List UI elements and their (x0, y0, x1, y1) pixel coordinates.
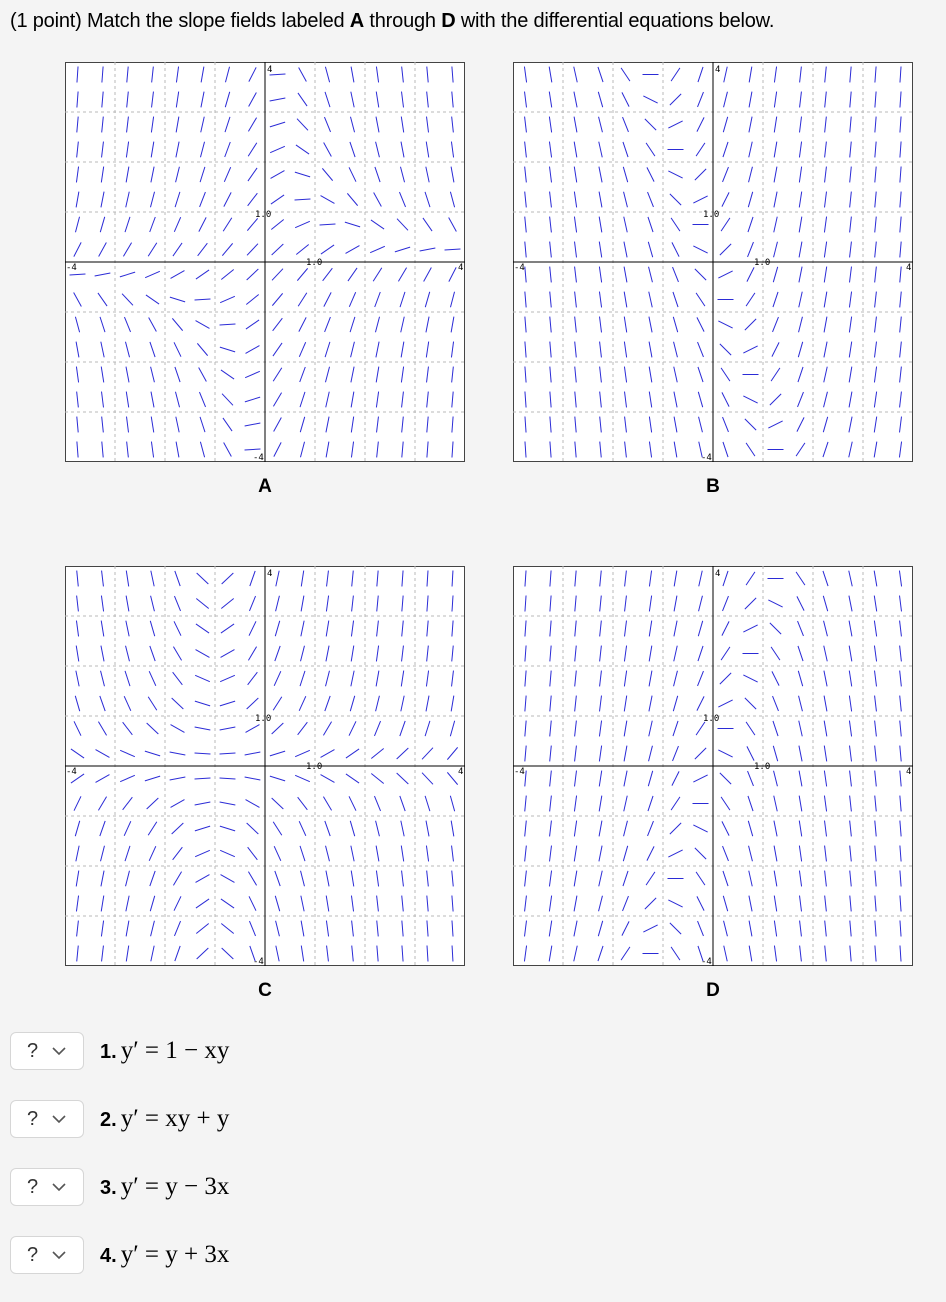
plot-a-xmax: 4 (458, 263, 464, 273)
equation-1-number: 1. (100, 1041, 117, 1063)
equation-2-text: y′ = xy + y (120, 1105, 230, 1132)
plot-d-tick-x: 1.0 (754, 762, 771, 772)
plot-a-ymin: -4 (253, 453, 264, 462)
plot-d-ymax: 4 (715, 569, 721, 579)
plot-a-tick-y: 1.0 (255, 210, 272, 220)
plot-c-tick-y: 1.0 (255, 714, 272, 724)
plot-b-ymin: -4 (701, 453, 712, 462)
equation-3-number: 3. (100, 1177, 117, 1199)
equation-3-text: y′ = y − 3x (120, 1173, 230, 1200)
plot-d-xmin: -4 (514, 767, 525, 777)
slope-field-d-svg (513, 566, 913, 966)
plot-c-ymax: 4 (267, 569, 273, 579)
answer-select-2[interactable] (10, 1100, 84, 1138)
chevron-down-icon (52, 1046, 66, 1056)
equation-3 (100, 1173, 229, 1201)
equation-1 (100, 1037, 229, 1065)
answer-select-4-value: ? (27, 1243, 39, 1266)
plot-label-a: A (258, 476, 272, 497)
slope-field-c-svg (65, 566, 465, 966)
plot-label-c: C (258, 980, 272, 1001)
answer-select-3-value: ? (27, 1175, 39, 1198)
plot-c-tick-x: 1.0 (306, 762, 323, 772)
answer-row-1 (10, 1031, 229, 1071)
chevron-down-icon (52, 1250, 66, 1260)
plot-b-tick-x: 1.0 (754, 258, 771, 268)
plot-c-xmax: 4 (458, 767, 464, 777)
plot-b-xmax: 4 (906, 263, 912, 273)
equation-2-number: 2. (100, 1109, 117, 1131)
answer-select-2-value: ? (27, 1107, 39, 1130)
plot-b-ymax: 4 (715, 65, 721, 75)
plot-label-d: D (706, 980, 720, 1001)
plot-label-b: B (706, 476, 720, 497)
prompt-text-2: through (369, 10, 436, 32)
answer-select-4[interactable] (10, 1236, 84, 1274)
answer-select-3[interactable] (10, 1168, 84, 1206)
plot-a-ymax: 4 (267, 65, 273, 75)
equation-2 (100, 1105, 229, 1133)
equation-4 (100, 1241, 229, 1269)
slope-field-a-svg (65, 62, 465, 462)
equation-4-text: y′ = y + 3x (120, 1241, 230, 1268)
prompt-label-a: A (349, 10, 365, 32)
slope-field-a (65, 62, 465, 462)
answer-row-4 (10, 1235, 229, 1275)
answer-row-3 (10, 1167, 229, 1207)
prompt-text-3: with the differential equations below. (460, 10, 775, 32)
plot-c-xmin: -4 (66, 767, 77, 777)
answer-select-1[interactable] (10, 1032, 84, 1070)
chevron-down-icon (52, 1114, 66, 1124)
answer-select-1-value: ? (27, 1039, 39, 1062)
points-label: (1 point) (10, 10, 82, 32)
equation-4-number: 4. (100, 1245, 117, 1267)
slope-field-d (513, 566, 913, 966)
prompt-text-1: Match the slope fields labeled (86, 10, 345, 32)
plot-d-xmax: 4 (906, 767, 912, 777)
prompt-label-d: D (441, 10, 456, 32)
plot-d-tick-y: 1.0 (703, 714, 720, 724)
question-prompt (10, 10, 774, 33)
slope-field-b-svg (513, 62, 913, 462)
equation-1-text: y′ = 1 − xy (120, 1037, 230, 1064)
slope-field-b (513, 62, 913, 462)
chevron-down-icon (52, 1182, 66, 1192)
plot-c-ymin: -4 (253, 957, 264, 966)
answer-row-2 (10, 1099, 229, 1139)
slope-field-c (65, 566, 465, 966)
plot-b-xmin: -4 (514, 263, 525, 273)
plot-a-tick-x: 1.0 (306, 258, 323, 268)
plot-b-tick-y: 1.0 (703, 210, 720, 220)
plot-a-xmin: -4 (66, 263, 77, 273)
plot-d-ymin: -4 (701, 957, 712, 966)
